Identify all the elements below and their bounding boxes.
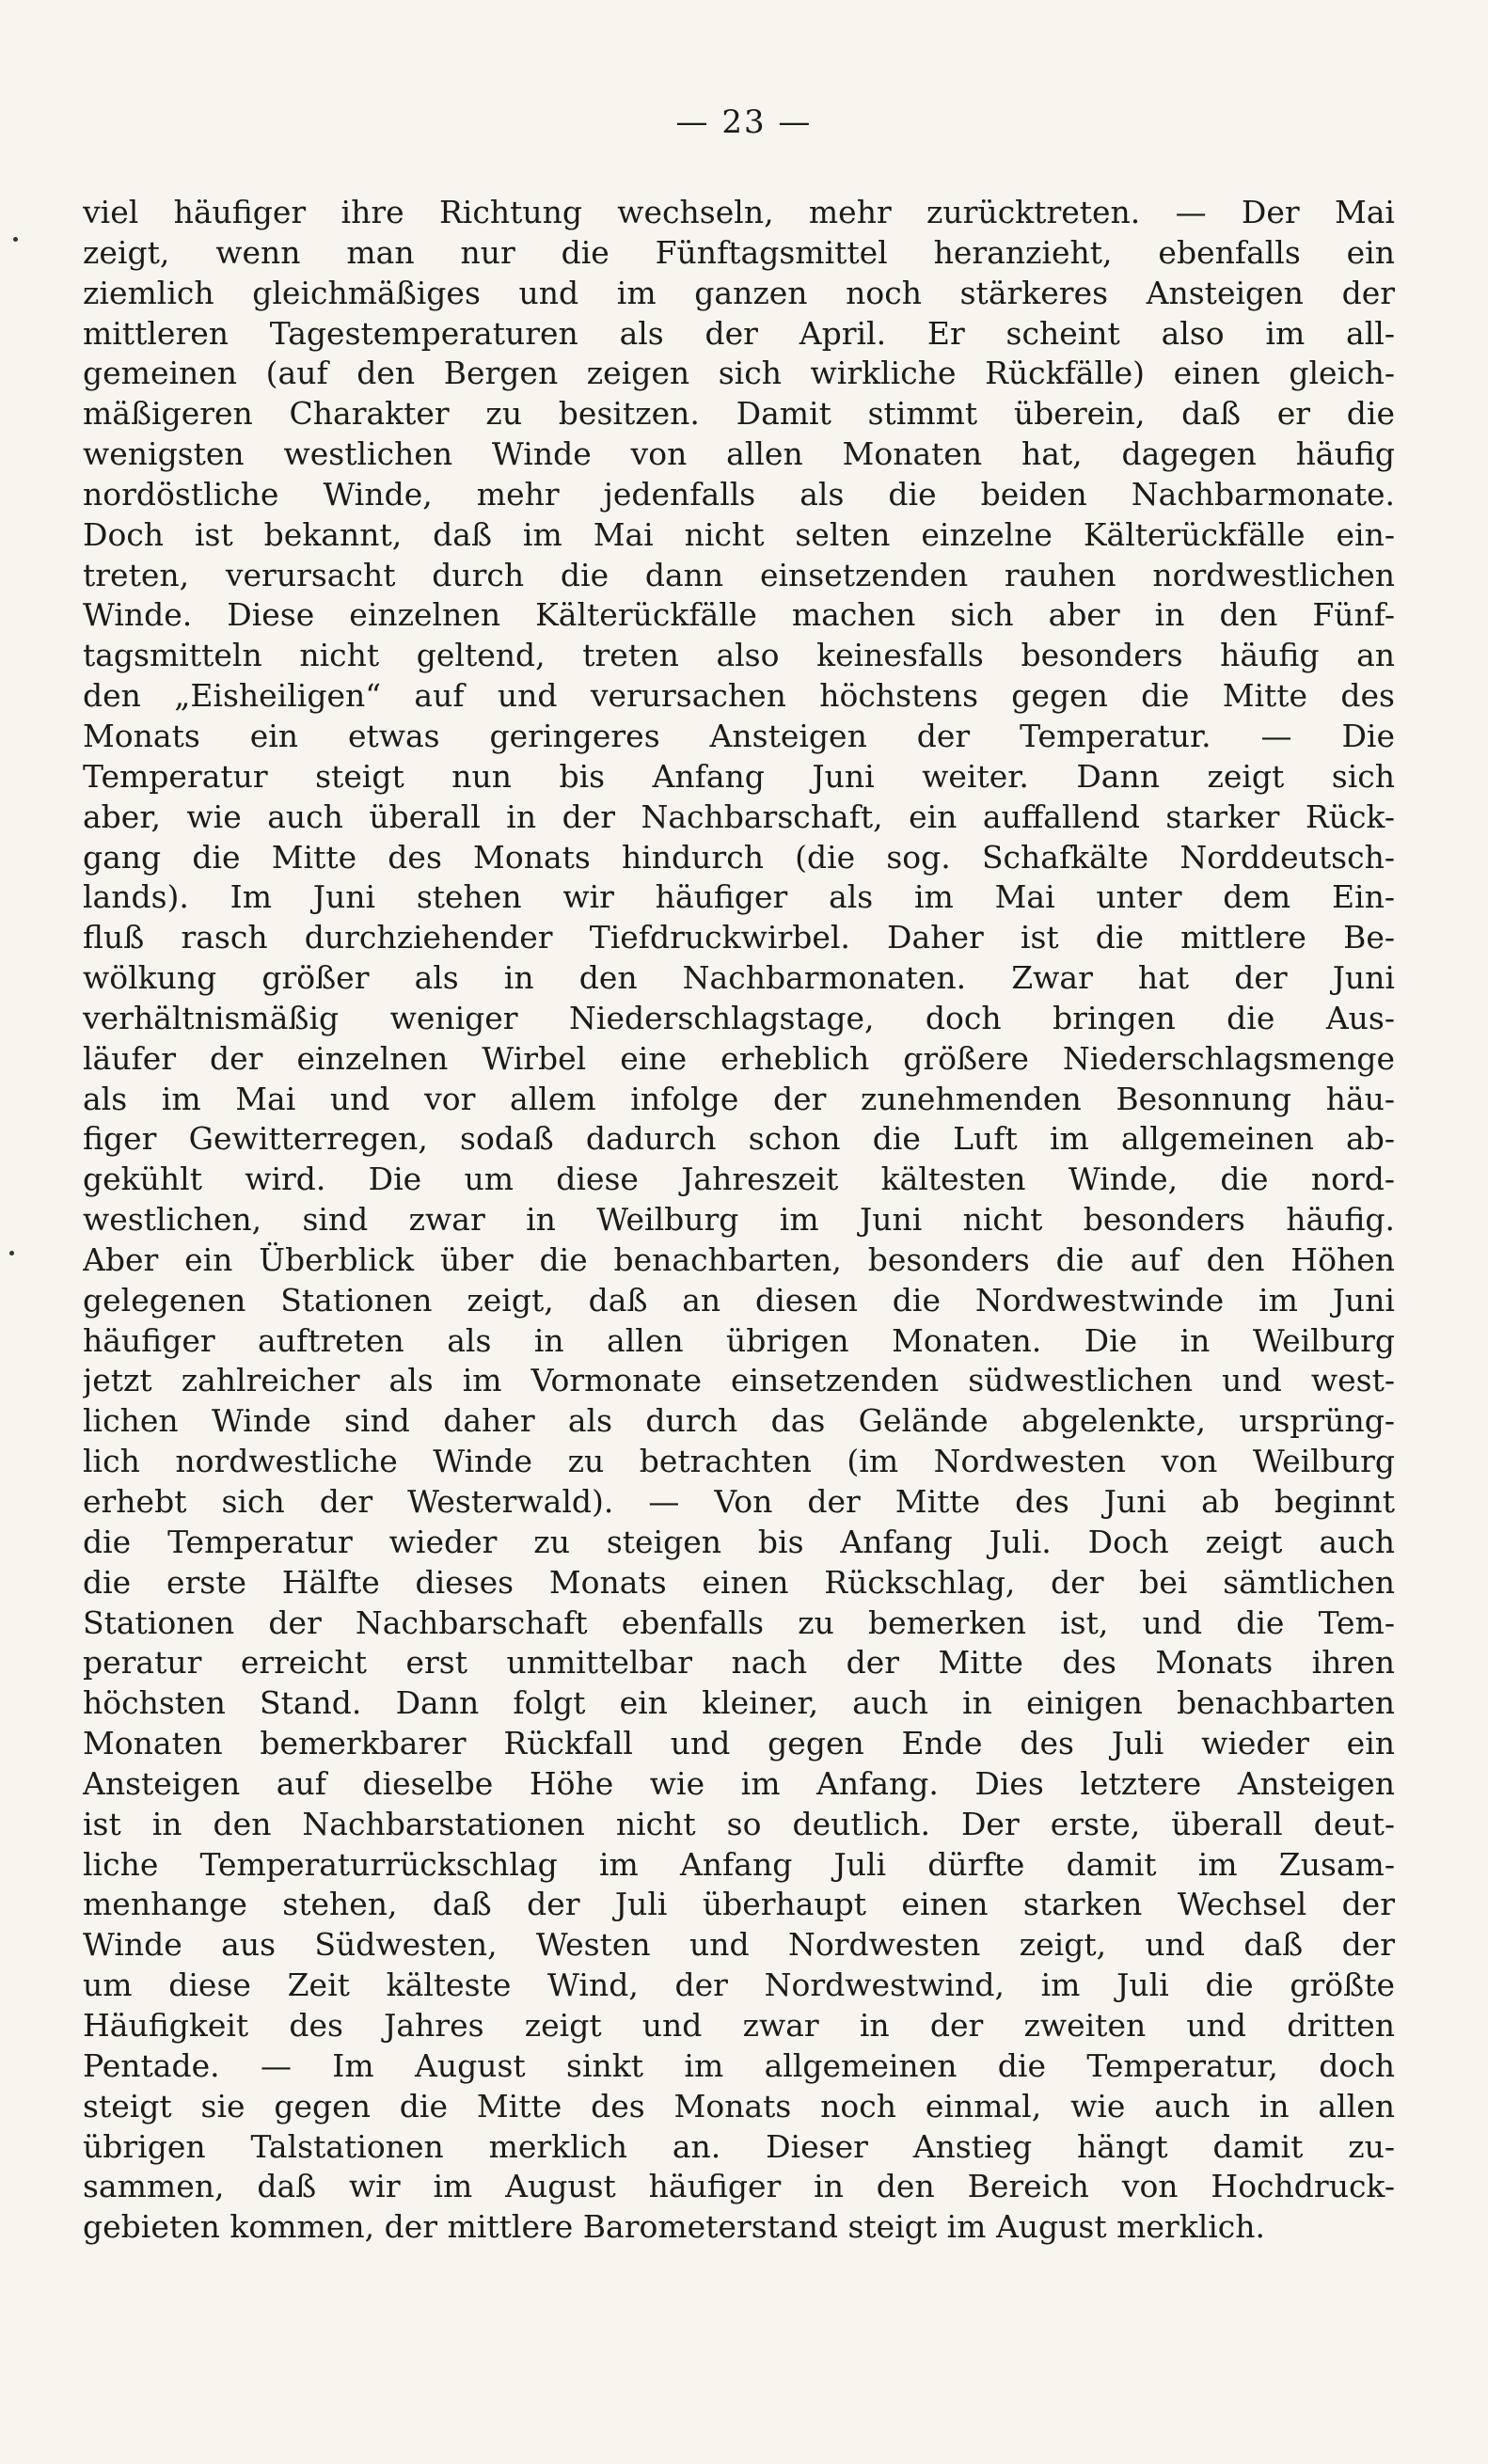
text-line: mittleren Tagestemperaturen als der April. Er scheint also im all- [83,314,1395,352]
text-line: gemeinen (auf den Bergen zeigen sich wirkliche Rückfälle) einen gleich- [83,355,1395,392]
text-line: treten, verursacht durch die dann einsetzenden rauhen nordwestlichen [83,556,1395,593]
text-line: Pentade. — Im August sinkt im allgemeinen die Temperatur, doch [83,2046,1395,2084]
text-line: peratur erreicht erst unmittelbar nach der Mitte des Monats ihren [83,1644,1395,1682]
text-line: tagsmitteln nicht geltend, treten also keinesfalls besonders häufig an [83,637,1395,674]
text-line: die erste Hälfte dieses Monats einen Rückschlag, der bei sämtlichen [83,1563,1395,1601]
text-line: Monaten bemerkbarer Rückfall und gegen Ende des Juli wieder ein [83,1725,1395,1762]
text-line: viel häufiger ihre Richtung wechseln, mehr zurücktreten. — Der Mai [83,194,1395,230]
text-line: aber, wie auch überall in der Nachbarschaft, ein auffallend starker Rück- [83,798,1395,835]
text-line: die Temperatur wieder zu steigen bis Anfang Juli. Doch zeigt auch [83,1523,1395,1560]
text-line: übrigen Talstationen merklich an. Dieser Anstieg hängt damit zu- [83,2127,1395,2165]
text-line: läufer der einzelnen Wirbel eine erheblich größere Niederschlagsmenge [83,1039,1395,1077]
text-line: Winde aus Südwesten, Westen und Nordwesten zeigt, und daß der [83,1926,1395,1964]
text-line: erhebt sich der Westerwald). — Von der Mitte des Juni ab beginnt [83,1483,1395,1520]
margin-mark [13,237,18,242]
text-line: gelegenen Stationen zeigt, daß an diesen die Nordwestwinde im Juni [83,1281,1395,1319]
text-line: lichen Winde sind daher als durch das Gelände abgelenkte, ursprüng- [83,1402,1395,1440]
text-line: lands). Im Juni stehen wir häufiger als im Mai unter dem Ein- [83,878,1395,916]
text-line: Aber ein Überblick über die benachbarten, besonders die auf den Höhen [83,1240,1395,1278]
page-number: — 23 — [675,103,813,141]
text-line: jetzt zahlreicher als im Vormonate einsetzenden südwestlichen und west- [83,1362,1395,1399]
text-line: gebieten kommen, der mittlere Barometerstand steigt im August merklich. [83,2208,1266,2246]
text-line: ist in den Nachbarstationen nicht so deutlich. Der erste, überall deut- [83,1805,1395,1842]
text-line: menhange stehen, daß der Juli überhaupt einen starken Wechsel der [83,1886,1395,1923]
text-line: fluß rasch durchziehender Tiefdruckwirbel. Daher ist die mittlere Be- [83,919,1395,956]
text-line: steigt sie gegen die Mitte des Monats noch einmal, wie auch in allen [83,2087,1395,2124]
text-line: Doch ist bekannt, daß im Mai nicht selten einzelne Kälterückfälle ein- [83,515,1395,553]
text-line: Ansteigen auf dieselbe Höhe wie im Anfang. Dies letztere Ansteigen [83,1764,1395,1802]
body-text [83,193,1395,2248]
text-line: Winde. Diese einzelnen Kälterückfälle machen sich aber in den Fünf- [83,596,1395,634]
text-line: sammen, daß wir im August häufiger in den Bereich von Hochdruck- [83,2168,1395,2205]
text-line: Temperatur steigt nun bis Anfang Juni weiter. Dann zeigt sich [83,757,1395,795]
text-line: gekühlt wird. Die um diese Jahreszeit kältesten Winde, die nord- [83,1161,1395,1198]
text-line: zeigt, wenn man nur die Fünftagsmittel heranzieht, ebenfalls ein [83,233,1395,271]
text-line: den „Eisheiligen“ auf und verursachen höchstens gegen die Mitte des [83,677,1395,715]
text-line: verhältnismäßig weniger Niederschlagstage, doch bringen die Aus- [83,999,1395,1036]
text-line: Stationen der Nachbarschaft ebenfalls zu bemerken ist, und die Tem- [83,1603,1395,1641]
text-line: westlichen, sind zwar in Weilburg im Juni nicht besonders häufig. [83,1201,1395,1239]
text-line: gang die Mitte des Monats hindurch (die sog. Schafkälte Norddeutsch- [83,838,1395,876]
text-line: häufiger auftreten als in allen übrigen Monaten. Die in Weilburg [83,1321,1395,1359]
text-line: wenigsten westlichen Winde von allen Monaten hat, dagegen häufig [83,435,1395,473]
text-line: wölkung größer als in den Nachbarmonaten. Zwar hat der Juni [83,959,1395,997]
text-line: Monats ein etwas geringeres Ansteigen der Temperatur. — Die [83,717,1395,754]
text-line: liche Temperaturrückschlag im Anfang Juli dürfte damit im Zusam- [83,1845,1395,1883]
margin-mark [9,1251,14,1256]
text-line: lich nordwestliche Winde zu betrachten (im Nordwesten von Weilburg [83,1443,1395,1480]
text-line: nordöstliche Winde, mehr jedenfalls als die beiden Nachbarmonate. [83,475,1395,513]
text-line: als im Mai und vor allem infolge der zunehmenden Besonnung häu- [83,1080,1395,1117]
text-line: figer Gewitterregen, sodaß dadurch schon die Luft im allgemeinen ab- [83,1120,1395,1158]
text-line: Häufigkeit des Jahres zeigt und zwar in der zweiten und dritten [83,2006,1395,2044]
text-line: ziemlich gleichmäßiges und im ganzen noch stärkeres Ansteigen der [83,274,1395,311]
text-line: mäßigeren Charakter zu besitzen. Damit stimmt überein, daß er die [83,395,1395,433]
text-line: um diese Zeit kälteste Wind, der Nordwestwind, im Juli die größte [83,1966,1395,2004]
text-line: höchsten Stand. Dann folgt ein kleiner, auch in einigen benachbarten [83,1684,1395,1722]
